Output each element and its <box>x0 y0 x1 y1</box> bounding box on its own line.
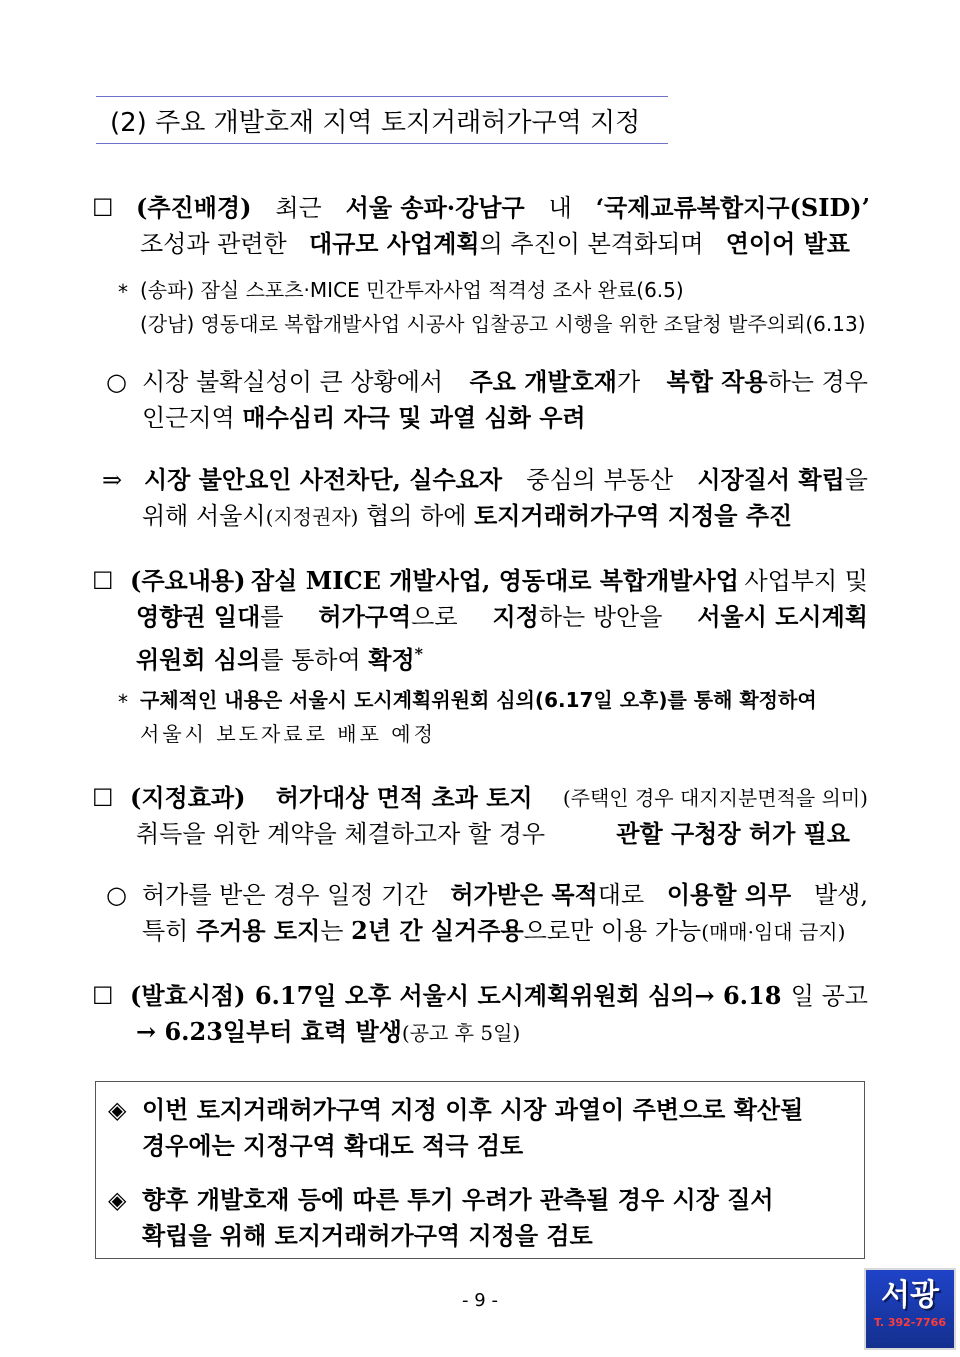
permit-line-1: 허가를 받은 경우 일정 기간 허가받은 목적대로 이용할 의무 발생, <box>142 880 868 909</box>
timing-line-1: (발효시점) 6.17일 오후 서울시 도시계획위원회 심의→ 6.18 일 공고 <box>130 981 868 1010</box>
conclusion-line-2: 위해 서울시(지정권자) 협의 하에 토지거래허가구역 지정을 추진 <box>142 501 793 530</box>
main-content-line-3: 위원회 심의를 통하여 확정* <box>136 644 424 674</box>
logo-text: 서광 <box>881 1278 939 1313</box>
timing-line-2: → 6.23일부터 효력 발생(공고 후 5일) <box>136 1017 521 1046</box>
background-note-2: (강남) 영동대로 복합개발사업 시공사 입찰공고 시행을 위한 조달청 발주의뢰(6.13) <box>140 312 866 336</box>
effect-line-2: 취득을 위한 계약을 체결하고자 할 경우 관할 구청장 허가 필요 <box>136 819 850 848</box>
review-item-1-line-2: 경우에는 지정구역 확대도 적극 검토 <box>142 1132 524 1160</box>
page-number: - 9 - <box>462 1290 498 1311</box>
checkbox-bullet-icon: ☐ <box>92 784 114 812</box>
logo-phone: T. 392-7766 <box>874 1316 946 1329</box>
effect-line-1: (지정효과) 허가대상 면적 초과 토지 (주택인 경우 대지지분면적을 의미) <box>130 783 868 812</box>
background-note-1: (송파) 잠실 스포츠·MICE 민간투자사업 적격성 조사 완료(6.5) <box>140 278 684 302</box>
permit-line-2: 특히 주거용 토지는 2년 간 실거주용으로만 이용 가능(매매·임대 금지) <box>142 916 846 945</box>
main-content-note-1: 구체적인 내용은 서울시 도시계획위원회 심의(6.17일 오후)를 통해 확정하여 <box>140 688 817 712</box>
circle-bullet-icon: ○ <box>106 368 127 396</box>
main-content-line-2: 영향권 일대를 허가구역으로 지정하는 방안을 서울시 도시계획 <box>136 602 868 631</box>
section-title: (2) 주요 개발호재 지역 토지거래허가구역 지정 <box>96 96 668 144</box>
checkbox-bullet-icon: ☐ <box>92 194 114 222</box>
uncertainty-line-2: 인근지역 매수심리 자극 및 과열 심화 우려 <box>142 403 586 432</box>
circle-bullet-icon: ○ <box>106 881 127 909</box>
checkbox-bullet-icon: ☐ <box>92 982 114 1010</box>
background-line-1: (추진배경) 최근 서울 송파·강남구 내 ‘국제교류복합지구(SID)’ <box>136 193 870 222</box>
main-content-line-1: (주요내용) 잠실 MICE 개발사업, 영동대로 복합개발사업 사업부지 및 <box>130 566 868 595</box>
review-item-2-line-2: 확립을 위해 토지거래허가구역 지정을 검토 <box>142 1222 593 1250</box>
note-asterisk: * <box>118 690 128 714</box>
review-box <box>95 1081 865 1259</box>
conclusion-line-1: 시장 불안요인 사전차단, 실수요자 중심의 부동산 시장질서 확립을 <box>144 465 868 494</box>
review-item-2-line-1: 향후 개발호재 등에 따른 투기 우려가 관측될 경우 시장 질서 <box>142 1186 774 1214</box>
uncertainty-line-1: 시장 불확실성이 큰 상황에서 주요 개발호재가 복합 작용하는 경우 <box>142 367 868 396</box>
background-line-2: 조성과 관련한 대규모 사업계획의 추진이 본격화되며 연이어 발표 <box>140 229 850 258</box>
note-asterisk: * <box>118 280 128 304</box>
implies-arrow-icon: ⇒ <box>102 466 123 494</box>
review-item-1-line-1: 이번 토지거래허가구역 지정 이후 시장 과열이 주변으로 확산될 <box>142 1096 804 1124</box>
diamond-bullet-icon: ◈ <box>108 1186 127 1214</box>
diamond-bullet-icon: ◈ <box>108 1096 127 1124</box>
watermark-logo <box>864 1268 956 1350</box>
main-content-note-2: 서울시 보도자료로 배포 예정 <box>140 722 436 746</box>
checkbox-bullet-icon: ☐ <box>92 567 114 595</box>
